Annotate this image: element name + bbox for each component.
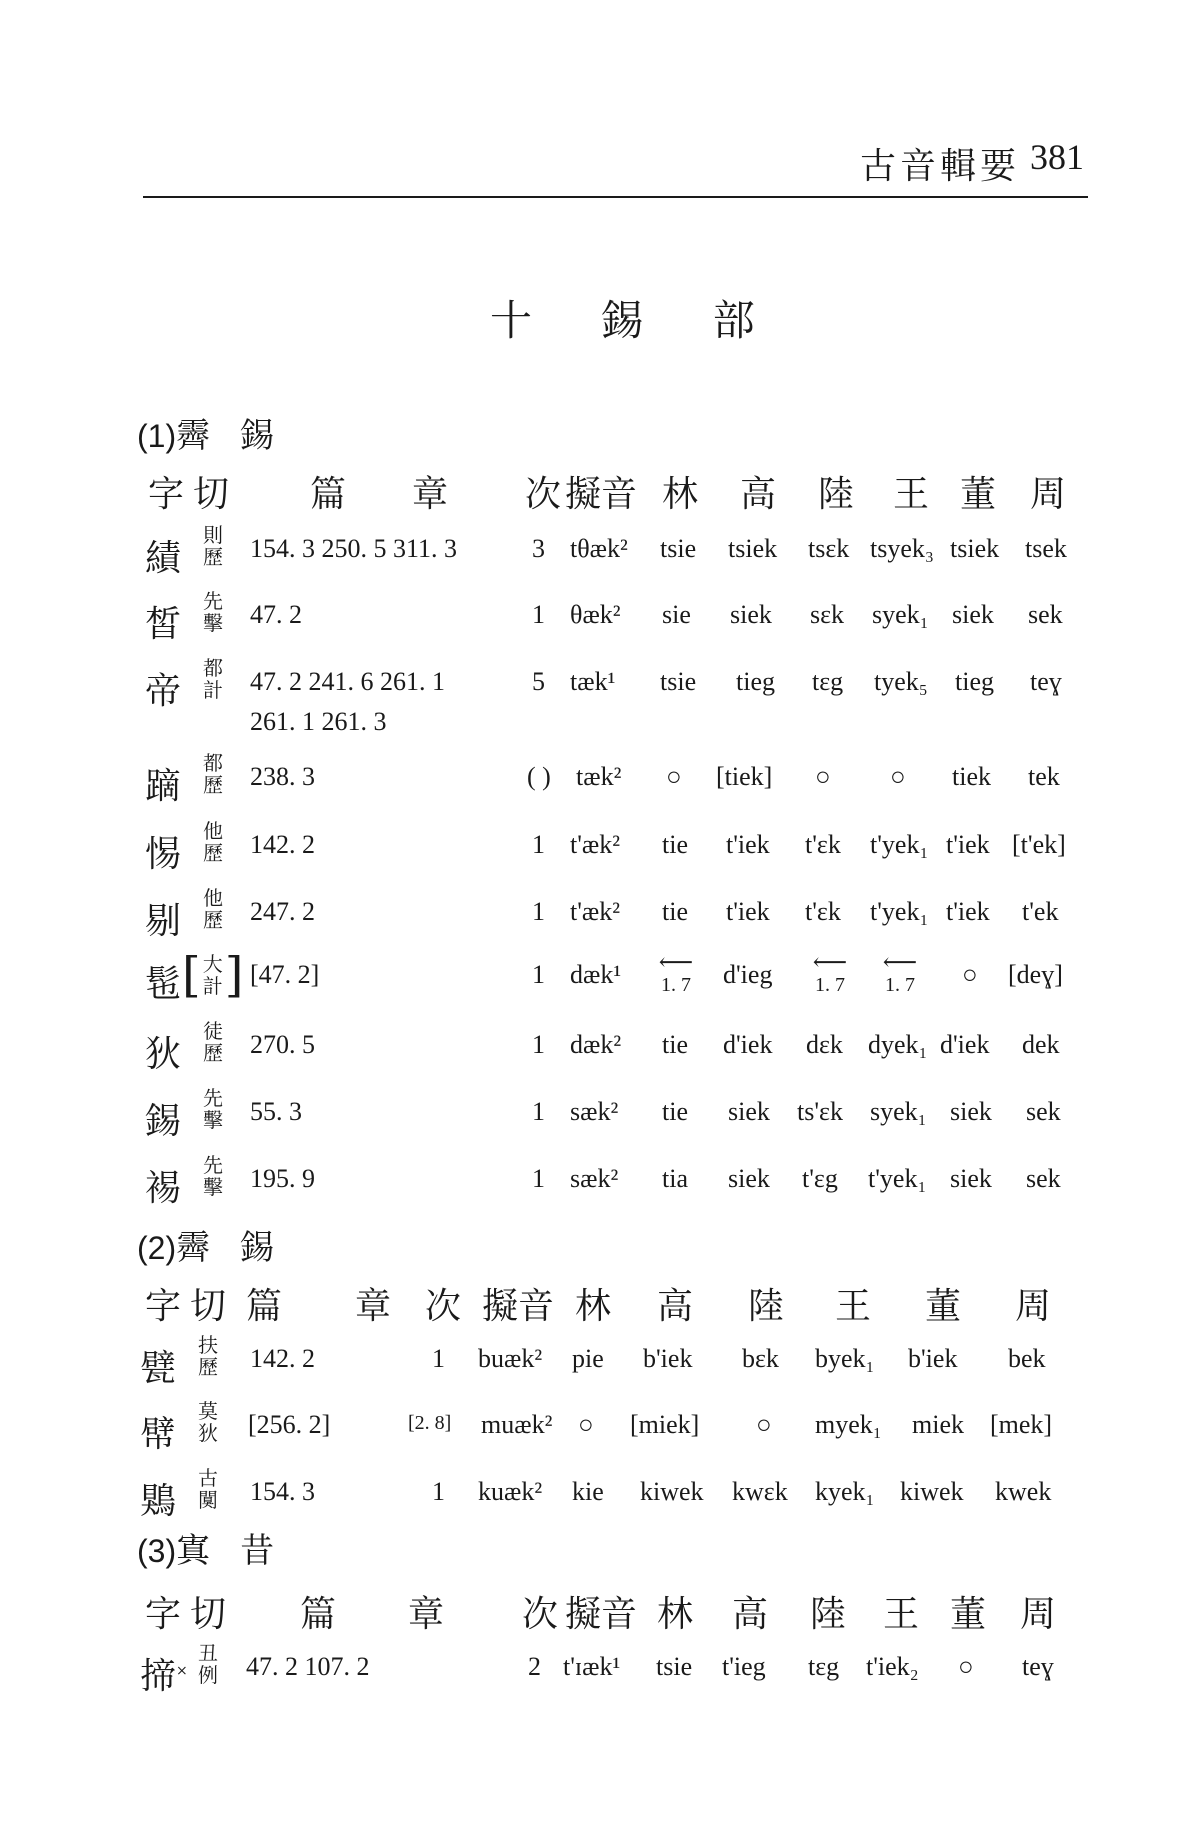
gao-reading: siek	[728, 1097, 770, 1126]
fanqie: 都 歷	[203, 751, 223, 797]
lin-reading: ○	[666, 762, 682, 791]
dong-reading: t'iek	[946, 830, 990, 859]
lu-reading: ○	[756, 1410, 772, 1439]
col-lu: 陸	[818, 474, 855, 515]
lin-reading: tsie	[660, 667, 697, 696]
section-rhyme-2: 錫	[240, 416, 275, 456]
zhou-reading: [t'ek]	[1012, 830, 1066, 859]
head-char: 狄	[145, 1034, 182, 1075]
gao-reading: b'iek	[643, 1344, 693, 1373]
fanqie: 先 擊	[203, 589, 223, 635]
table-row	[0, 655, 1200, 745]
zhou-reading: [mek]	[990, 1410, 1053, 1439]
table-row	[0, 1398, 1200, 1458]
col-passages: 篇	[246, 1286, 283, 1327]
passages: 270. 5	[250, 1030, 315, 1059]
col-gao: 高	[732, 1594, 769, 1635]
count: 3	[532, 534, 545, 563]
recon: tæk²	[576, 762, 622, 791]
head-char: 惕	[145, 834, 182, 875]
table-row	[0, 1332, 1200, 1392]
fanqie: 先 擊	[203, 1153, 223, 1199]
col-lu: 陸	[748, 1286, 785, 1327]
dong-reading: tieg	[955, 667, 994, 696]
col-chapter: 章	[355, 1286, 392, 1327]
lin-reading: ○	[578, 1410, 594, 1439]
dong-reading: tsiek	[950, 534, 1000, 563]
zhou-reading: kwek	[995, 1477, 1052, 1506]
count: 1	[532, 897, 545, 926]
recon: tæk¹	[570, 667, 616, 696]
head-char: 績	[145, 538, 182, 579]
dong-reading: t'iek	[946, 897, 990, 926]
passages: [256. 2]	[248, 1410, 331, 1439]
col-gao: 高	[657, 1286, 694, 1327]
fanqie: 先 擊	[203, 1086, 223, 1132]
dong-reading: siek	[952, 600, 994, 629]
lin-reading: tia	[662, 1164, 688, 1193]
lu-reading: dɛk	[806, 1030, 843, 1059]
lin-reading: sie	[662, 600, 691, 629]
section-rhyme-2: 昔	[240, 1531, 275, 1571]
gao-reading: kiwek	[640, 1477, 704, 1506]
count: 1	[532, 1097, 545, 1126]
lu-arrow: ⟵ 1. 7	[812, 948, 848, 996]
section-number: (1)	[137, 418, 177, 454]
fanqie: 都 計	[203, 656, 223, 702]
lu-reading: tɛg	[808, 1652, 840, 1681]
table-row	[0, 948, 1200, 1014]
head-char: 剔	[145, 901, 182, 942]
lin-arrow: ⟵ 1. 7	[658, 948, 694, 996]
col-char: 字	[145, 1286, 182, 1327]
lin-reading: tie	[662, 830, 688, 859]
head-char: 蹢	[145, 766, 182, 807]
col-wang: 王	[835, 1286, 872, 1327]
lin-reading: pie	[572, 1344, 604, 1373]
section-number: (3)	[137, 1533, 177, 1569]
table-row	[0, 588, 1200, 648]
section-rhyme-1: 霽	[176, 416, 211, 456]
recon: sæk²	[570, 1164, 619, 1193]
col-lin: 林	[662, 474, 699, 515]
col-count: 次	[425, 1286, 462, 1327]
table-row	[0, 1465, 1200, 1525]
table-row	[0, 1640, 1200, 1700]
gao-reading: siek	[728, 1164, 770, 1193]
section-heading-2	[137, 1220, 274, 1269]
recon: dæk¹	[570, 960, 622, 989]
gao-reading: [miek]	[630, 1410, 700, 1439]
gao-reading: t'iek	[726, 897, 770, 926]
col-count: 次	[525, 474, 562, 515]
table-row	[0, 1152, 1200, 1212]
col-recon: 擬音	[565, 1594, 638, 1635]
col-dong: 董	[950, 1594, 987, 1635]
head-char: 髢	[145, 964, 182, 1005]
head-char: 帝	[145, 671, 182, 712]
col-passages: 篇	[310, 474, 347, 515]
passages-continued: 261. 1 261. 3	[250, 707, 387, 736]
col-char: 字	[145, 1594, 182, 1635]
head-char: 幦	[140, 1414, 177, 1455]
wang-reading: syek₁	[872, 600, 929, 629]
wang-reading: t'yek₁	[870, 830, 929, 859]
passages: 247. 2	[250, 897, 315, 926]
recon: tθæk²	[570, 534, 628, 563]
fanqie: 徒 歷	[203, 1019, 223, 1065]
fanqie-bracketed: [ 大 計 ]	[182, 947, 244, 1003]
col-fanqie: 切	[193, 474, 230, 515]
count: 1	[532, 830, 545, 859]
wang-reading: tyek₅	[874, 667, 928, 696]
col-passages: 篇	[300, 1594, 337, 1635]
wang-reading: myek₁	[815, 1410, 882, 1439]
lin-reading: tie	[662, 897, 688, 926]
count: 1	[532, 1030, 545, 1059]
fanqie: 古 闃	[198, 1466, 218, 1512]
zhou-reading: dek	[1022, 1030, 1060, 1059]
page-number: 381	[1030, 137, 1084, 177]
col-wang: 王	[883, 1594, 920, 1635]
lin-reading: tie	[662, 1030, 688, 1059]
wang-reading: ○	[890, 762, 906, 791]
table-row	[0, 885, 1200, 945]
wang-reading: syek₁	[870, 1097, 927, 1126]
count: 5	[532, 667, 545, 696]
passages: 154. 3 250. 5 311. 3	[250, 534, 458, 563]
gao-reading: tsiek	[728, 534, 778, 563]
col-zhou: 周	[1020, 1594, 1057, 1635]
col-wang: 王	[893, 474, 930, 515]
wang-reading: tsyek₃	[870, 534, 934, 563]
dong-reading: kiwek	[900, 1477, 964, 1506]
col-char: 字	[148, 474, 185, 515]
lu-reading: sɛk	[810, 600, 845, 629]
recon: t'æk²	[570, 897, 621, 926]
section-number: (2)	[137, 1230, 177, 1266]
col-count: 次	[522, 1594, 559, 1635]
recon: dæk²	[570, 1030, 622, 1059]
wang-reading: dyek₁	[868, 1030, 928, 1059]
table-row	[0, 818, 1200, 878]
col-chapter: 章	[412, 474, 449, 515]
wang-arrow: ⟵ 1. 7	[882, 948, 918, 996]
col-recon: 擬音	[482, 1286, 555, 1327]
section-heading-3	[137, 1523, 274, 1572]
lu-reading: ○	[815, 762, 831, 791]
zhou-reading: sek	[1026, 1097, 1061, 1126]
col-chapter: 章	[408, 1594, 445, 1635]
head-char: 甓	[140, 1348, 177, 1389]
gao-reading: tieg	[736, 667, 775, 696]
passages: 47. 2	[250, 600, 302, 629]
running-header-title: 古音輯要	[860, 146, 1021, 187]
chapter-title: 十 錫 部	[490, 296, 755, 345]
lin-reading: kie	[572, 1477, 604, 1506]
lin-reading: tsie	[656, 1652, 693, 1681]
wang-reading: t'yek₁	[868, 1164, 927, 1193]
gao-reading: [tiek]	[716, 762, 773, 791]
gao-reading: siek	[730, 600, 772, 629]
fanqie: 莫 狄	[198, 1399, 218, 1445]
table-row	[0, 750, 1200, 810]
passages: 154. 3	[250, 1477, 315, 1506]
lu-reading: t'ɛk	[805, 897, 841, 926]
col-lin: 林	[657, 1594, 694, 1635]
col-dong: 董	[925, 1286, 962, 1327]
column-header-row	[0, 466, 1200, 516]
table-row	[0, 522, 1200, 582]
count: 2	[528, 1652, 541, 1681]
table-row	[0, 1085, 1200, 1145]
passages: 47. 2 241. 6 261. 1	[250, 667, 445, 696]
table-row	[0, 1018, 1200, 1078]
col-dong: 董	[960, 474, 997, 515]
recon: t'ɪæk¹	[563, 1652, 621, 1681]
section-rhyme-1: 寘	[176, 1531, 211, 1571]
lin-reading: tsie	[660, 534, 697, 563]
wang-reading: kyek₁	[815, 1477, 875, 1506]
passages: 142. 2	[250, 830, 315, 859]
section-rhyme-2: 錫	[240, 1228, 275, 1268]
passages: 55. 3	[250, 1097, 302, 1126]
head-char: 裼	[145, 1168, 182, 1209]
dong-reading: siek	[950, 1097, 992, 1126]
recon: buæk²	[478, 1344, 543, 1373]
fanqie: 他 歷	[203, 819, 223, 865]
gao-reading: d'iek	[723, 1030, 773, 1059]
recon: kuæk²	[478, 1477, 543, 1506]
passages: 195. 9	[250, 1164, 315, 1193]
count: 1	[432, 1477, 445, 1506]
section-rhyme-1: 霽	[176, 1228, 211, 1268]
head-char: 揥×	[140, 1656, 188, 1697]
fanqie: 則 歷	[203, 523, 223, 569]
dong-reading: tiek	[952, 762, 991, 791]
count: 1	[532, 1164, 545, 1193]
char-mark: ×	[176, 1663, 188, 1679]
passages: 142. 2	[250, 1344, 315, 1373]
passages: 47. 2 107. 2	[246, 1652, 370, 1681]
col-gao: 高	[740, 474, 777, 515]
fanqie: 扶 歷	[198, 1333, 218, 1379]
dong-reading: b'iek	[908, 1344, 958, 1373]
lu-reading: tsɛk	[808, 534, 850, 563]
wang-reading: byek₁	[815, 1344, 875, 1373]
head-char: 皙	[145, 604, 182, 645]
passages: [47. 2]	[250, 960, 320, 989]
recon: muæk²	[481, 1410, 553, 1439]
count: ( )	[527, 762, 551, 791]
gao-reading: d'ieg	[723, 960, 773, 989]
dong-reading: ○	[962, 960, 978, 989]
zhou-reading: sek	[1026, 1164, 1061, 1193]
column-header-row	[0, 1586, 1200, 1636]
col-zhou: 周	[1015, 1286, 1052, 1327]
lu-reading: ts'ɛk	[797, 1097, 843, 1126]
lu-reading: tɛg	[812, 667, 844, 696]
lu-reading: t'ɛk	[805, 830, 841, 859]
count: [2. 8]	[408, 1412, 452, 1434]
column-header-row	[0, 1278, 1200, 1328]
zhou-reading: teɣ	[1022, 1652, 1054, 1681]
zhou-reading: teɣ	[1030, 667, 1062, 696]
dong-reading: ○	[958, 1652, 974, 1681]
wang-reading: t'yek₁	[870, 897, 929, 926]
zhou-reading: tek	[1028, 762, 1060, 791]
recon: t'æk²	[570, 830, 621, 859]
zhou-reading: tsek	[1025, 534, 1067, 563]
lu-reading: kwɛk	[732, 1477, 788, 1506]
count: 1	[532, 960, 545, 989]
header-rule	[143, 196, 1088, 198]
head-char: 錫	[145, 1101, 182, 1142]
zhou-reading: bek	[1008, 1344, 1046, 1373]
gao-reading: t'ieg	[722, 1652, 766, 1681]
fanqie: 他 歷	[203, 886, 223, 932]
col-fanqie: 切	[190, 1286, 227, 1327]
recon: θæk²	[570, 600, 621, 629]
head-char: 鶪	[140, 1481, 177, 1522]
lin-reading: tie	[662, 1097, 688, 1126]
col-recon: 擬音	[565, 474, 638, 515]
dong-reading: miek	[912, 1410, 964, 1439]
lu-reading: t'ɛg	[802, 1164, 838, 1193]
section-heading-1	[137, 408, 274, 457]
fanqie: 丑 例	[198, 1641, 218, 1687]
count: 1	[532, 600, 545, 629]
zhou-reading: [deɣ]	[1008, 960, 1063, 989]
passages: 238. 3	[250, 762, 315, 791]
col-lin: 林	[575, 1286, 612, 1327]
dong-reading: d'iek	[940, 1030, 990, 1059]
col-fanqie: 切	[190, 1594, 227, 1635]
col-zhou: 周	[1030, 474, 1067, 515]
wang-reading: t'iek₂	[866, 1652, 919, 1681]
col-lu: 陸	[810, 1594, 847, 1635]
gao-reading: t'iek	[726, 830, 770, 859]
recon: sæk²	[570, 1097, 619, 1126]
zhou-reading: sek	[1028, 600, 1063, 629]
zhou-reading: t'ek	[1022, 897, 1059, 926]
dong-reading: siek	[950, 1164, 992, 1193]
count: 1	[432, 1344, 445, 1373]
lu-reading: bɛk	[742, 1344, 779, 1373]
